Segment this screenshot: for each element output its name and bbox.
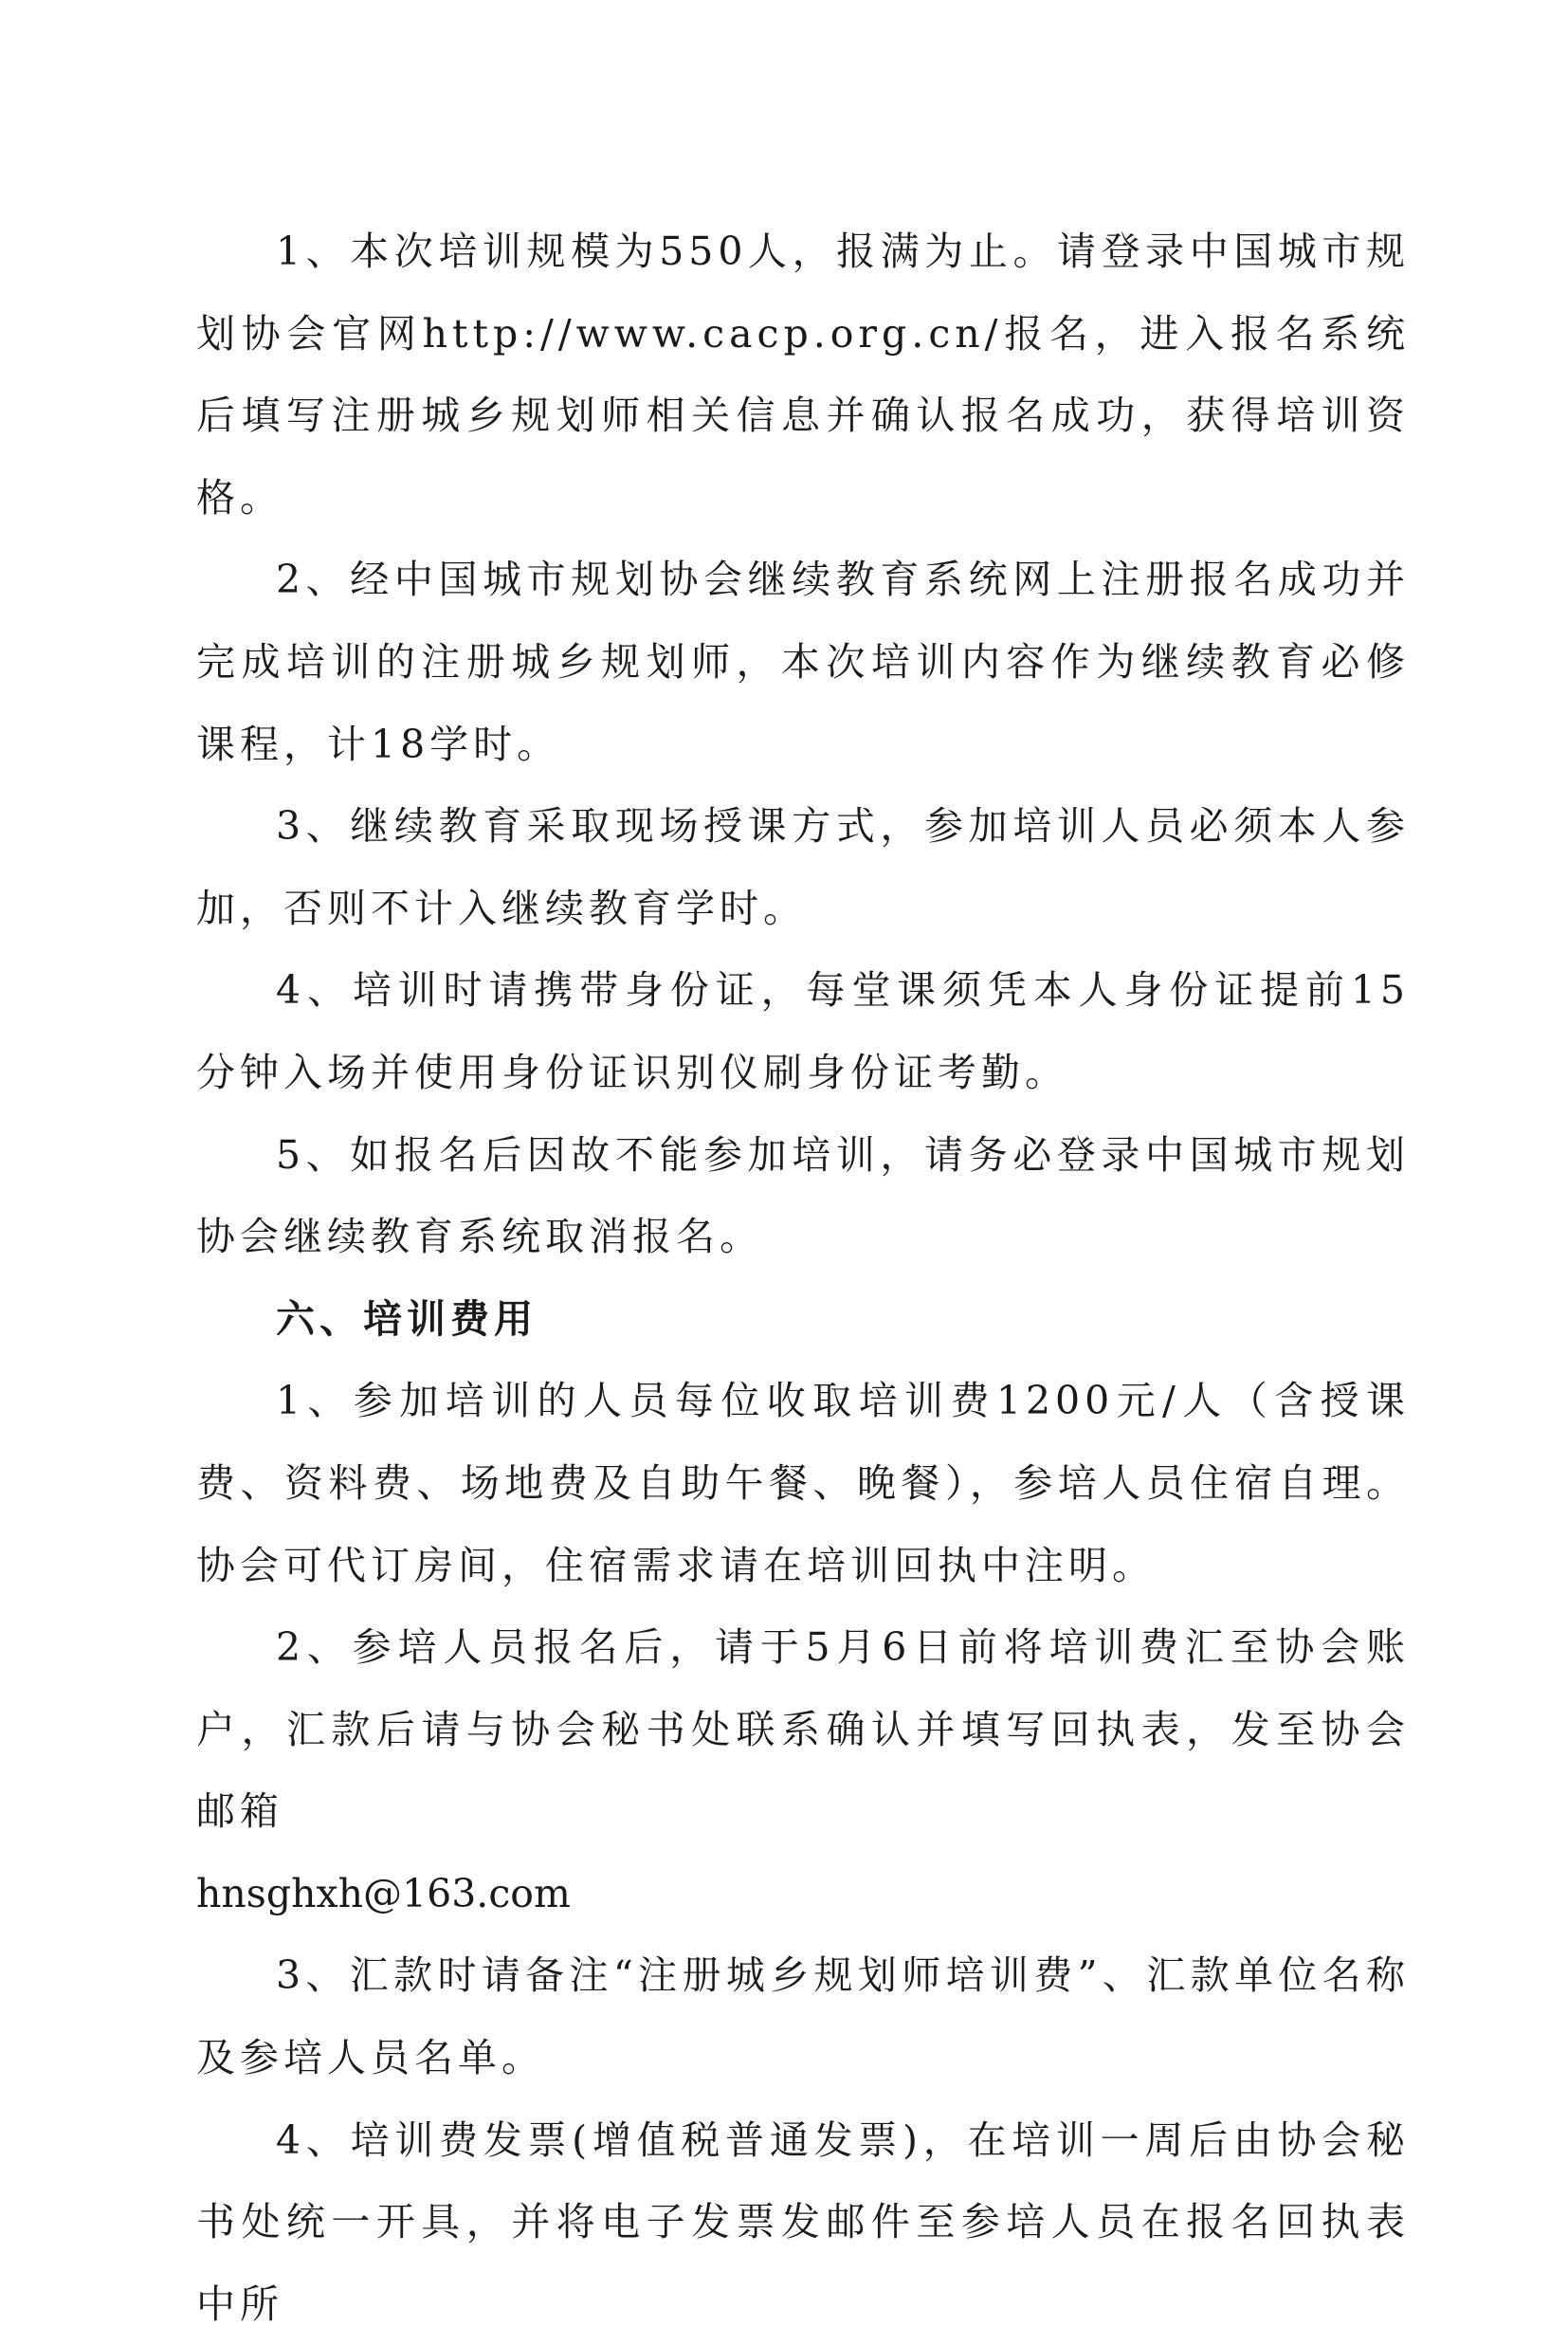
section-heading-fees: 六、培训费用 — [276, 1295, 538, 1342]
paragraph-invoice: 4、培训费发票(增值税普通发票)，在培训一周后由协会秘书处统一开具，并将电子发票发邮件至参培人员在报名回执表中所 — [196, 2116, 1410, 2327]
paragraph-continuing-education: 2、经中国城市规划协会继续教育系统网上注册报名成功并完成培训的注册城乡规划师，本次培训内容作为继续教育必修课程，计18学时。 — [196, 557, 1410, 767]
paragraph-id-card: 4、培训时请携带身份证，每堂课须凭本人身份证提前15分钟入场并使用身份证识别仪刷身份证考勤。 — [196, 967, 1410, 1095]
paragraph-fee-payment: 2、参培人员报名后，请于5月6日前将培训费汇至协会账户，汇款后请与协会秘书处联系确认并填写回执表，发至协会邮箱 — [196, 1624, 1410, 1835]
paragraph-onsite-attendance: 3、继续教育采取现场授课方式，参加培训人员必须本人参加，否则不计入继续教育学时。 — [196, 803, 1410, 931]
document-body — [196, 211, 1410, 2345]
paragraph-cancellation: 5、如报名后因故不能参加培训，请务必登录中国城市规划协会继续教育系统取消报名。 — [196, 1131, 1410, 1260]
email-address: hnsghxh@163.com — [196, 1870, 571, 1916]
paragraph-fee-amount: 1、参加培训的人员每位收取培训费1200元/人（含授课费、资料费、场地费及自助午餐、晚餐），参培人员住宿自理。协会可代订房间，住宿需求请在培训回执中注明。 — [196, 1378, 1410, 1588]
paragraph-registration: 1、本次培训规模为550人，报满为止。请登录中国城市规划协会官网http://www.cacp.org.cn/报名，进入报名系统后填写注册城乡规划师相关信息并确认报名成功，获得培训资格。 — [196, 229, 1410, 521]
paragraph-remittance-note: 3、汇款时请备注“注册城乡规划师培训费”、汇款单位名称及参培人员名单。 — [196, 1952, 1410, 2081]
